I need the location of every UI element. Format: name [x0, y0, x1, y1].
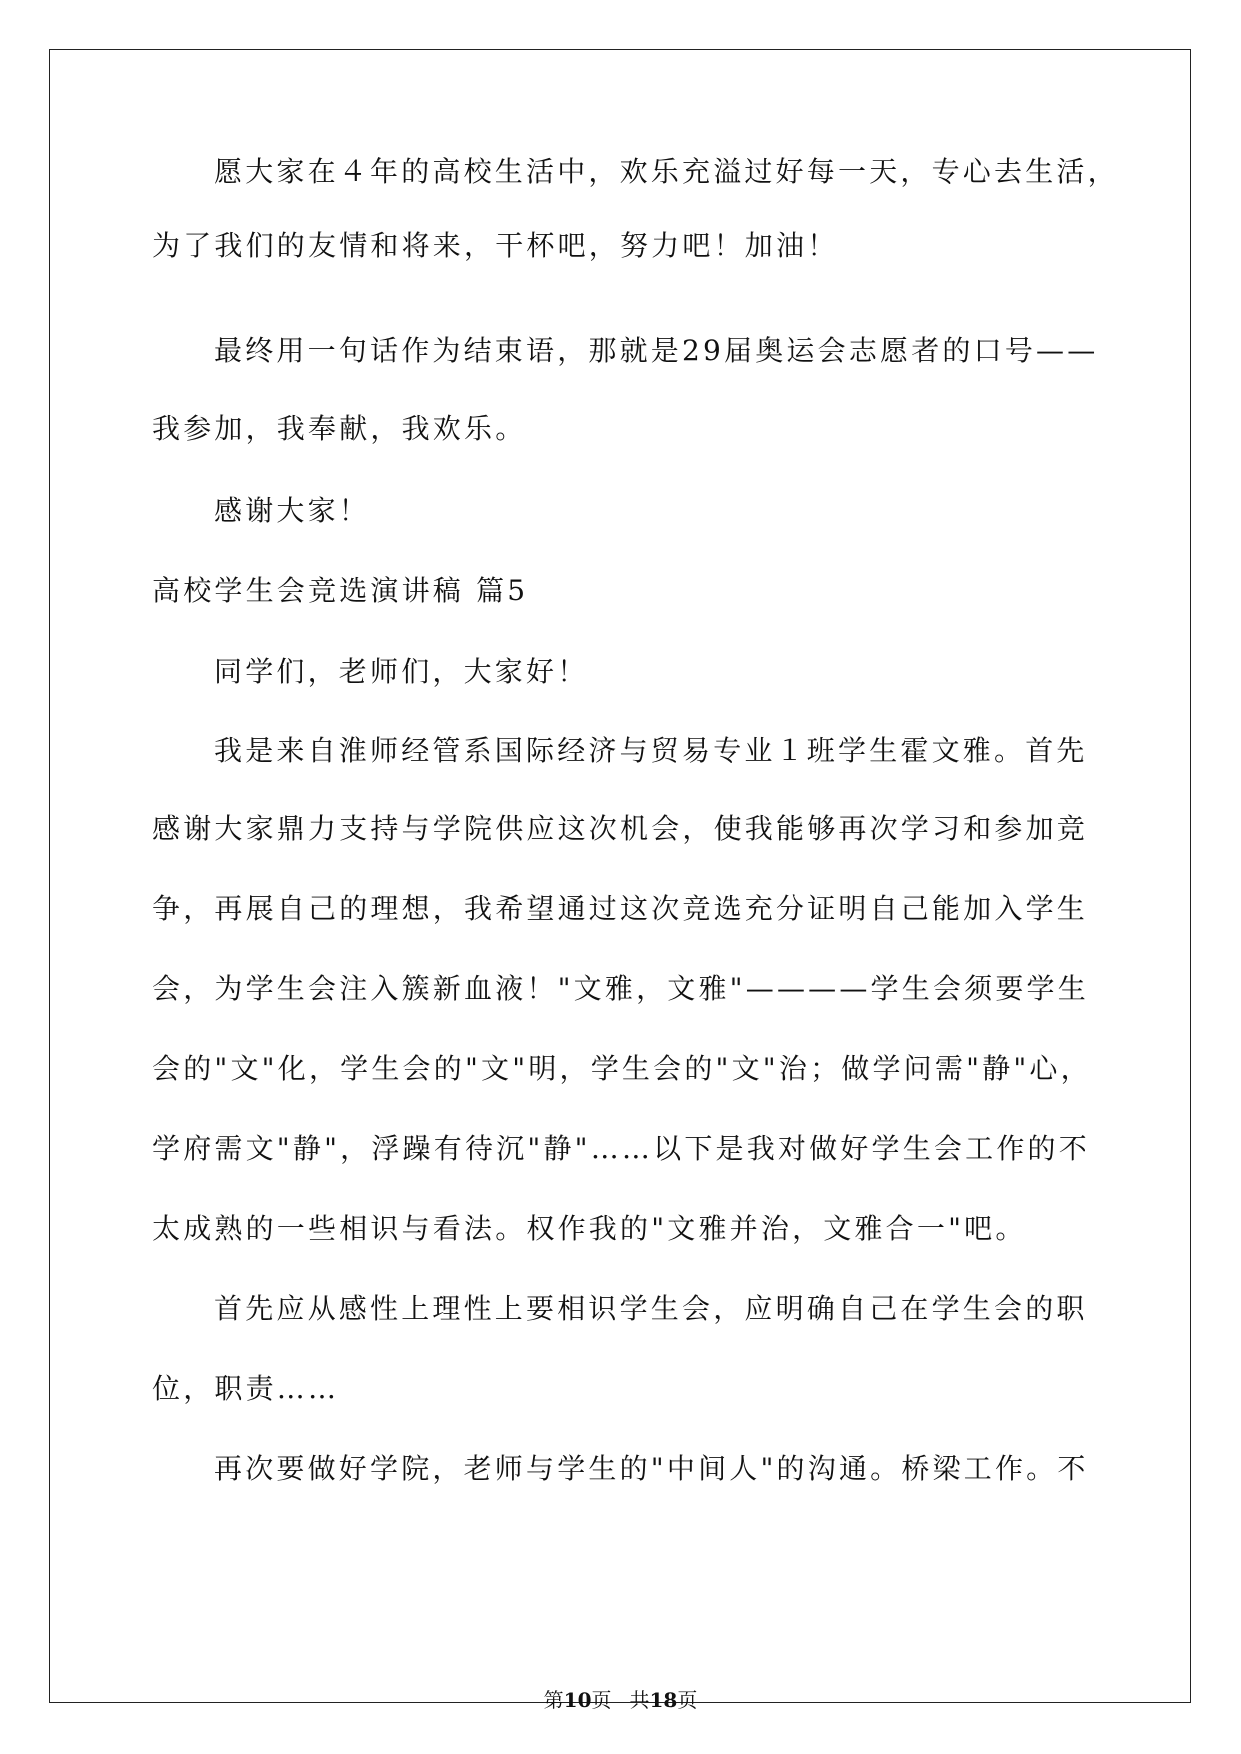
paragraph-line: 会的"文"化，学生会的"文"明，学生会的"文"治；做学问需"静"心， — [152, 1052, 1092, 1085]
page-prefix: 第 — [543, 1688, 564, 1712]
paragraph-line: 最终用一句话作为结束语，那就是29届奥运会志愿者的口号—— — [214, 334, 1099, 367]
paragraph-line: 会，为学生会注入簇新血液！"文雅，文雅"————学生会须要学生 — [152, 972, 1089, 1005]
page-total: 18 — [649, 1688, 678, 1712]
paragraph-line: 我参加，我奉献，我欢乐。 — [152, 412, 527, 445]
paragraph-line: 愿大家在４年的高校生活中，欢乐充溢过好每一天，专心去生活， — [214, 155, 1119, 188]
page-mid: 页 — [591, 1688, 612, 1712]
total-prefix: 共 — [629, 1688, 650, 1712]
section-heading: 高校学生会竞选演讲稿 篇5 — [152, 574, 529, 607]
paragraph-line: 争，再展自己的理想，我希望通过这次竞选充分证明自己能加入学生 — [152, 892, 1089, 925]
paragraph-line: 我是来自淮师经管系国际经济与贸易专业１班学生霍文雅。首先 — [214, 734, 1088, 767]
page-footer — [0, 1690, 1241, 1710]
page-current: 10 — [563, 1688, 592, 1712]
paragraph-line: 学府需文"静"，浮躁有待沉"静"……以下是我对做好学生会工作的不 — [152, 1132, 1090, 1165]
paragraph-line: 感谢大家鼎力支持与学院供应这次机会，使我能够再次学习和参加竞 — [152, 812, 1089, 845]
paragraph-line: 位，职责…… — [152, 1372, 340, 1405]
paragraph-line: 首先应从感性上理性上要相识学生会，应明确自己在学生会的职 — [214, 1292, 1088, 1325]
paragraph-line: 再次要做好学院，老师与学生的"中间人"的沟通。桥梁工作。不 — [214, 1452, 1089, 1485]
paragraph-line: 为了我们的友情和将来，干杯吧，努力吧！加油！ — [152, 229, 839, 262]
paragraph-line: 感谢大家！ — [214, 494, 371, 527]
total-suffix: 页 — [677, 1688, 698, 1712]
paragraph-line: 同学们，老师们，大家好！ — [214, 655, 589, 688]
paragraph-line: 太成熟的一些相识与看法。权作我的"文雅并治，文雅合一"吧。 — [152, 1212, 1027, 1245]
